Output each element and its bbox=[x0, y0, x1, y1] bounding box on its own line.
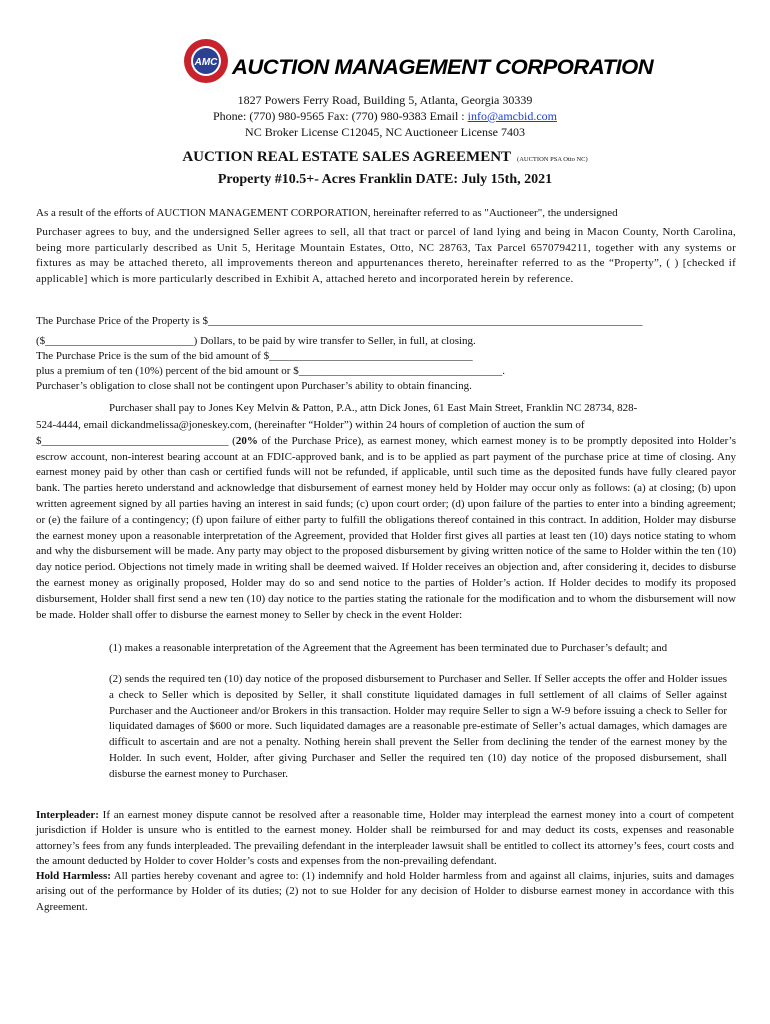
earnest-amount-blank: $__________________________________ ( bbox=[36, 434, 236, 447]
interpleader-label: Interpleader: bbox=[36, 809, 99, 821]
agreement-note: (AUCTION PSA Otto NC) bbox=[517, 156, 588, 163]
purchase-price-words-line: ($___________________________) Dollars, to be paid by wire transfer to Seller, in full, at closing. bbox=[36, 335, 476, 347]
property-line: Property #10.5+- Acres Franklin DATE: July 15th, 2021 bbox=[217, 172, 553, 187]
hold-harmless-text: All parties hereby covenant and agree to: (1) indemnify and hold Holder harmless from and against all claims, injuries, suits and damages arising out of the performance by Holder of its duties; (2) not to sue Holder for any decision of Holder to disburse earnest money in accordance with this Agreement. bbox=[36, 870, 735, 913]
bid-amount-line: The Purchase Price is the sum of the bid amount of $_____________________________________ bbox=[36, 350, 473, 362]
financing-contingency-line: Purchaser’s obligation to close shall not be contingent upon Purchaser’s ability to obtain financing. bbox=[36, 380, 472, 392]
earnest-money-paragraph bbox=[36, 418, 736, 623]
purchase-price-line: The Purchase Price of the Property is $_______________________________________________________________________________ bbox=[36, 315, 643, 327]
premium-line: plus a premium of ten (10%) percent of the bid amount or $_____________________________________. bbox=[36, 365, 505, 377]
disbursement-item-2: (2) sends the required ten (10) day notice of the proposed disbursement to Purchaser and Seller. If Seller accepts the offer and Holder issues a check to Seller which is deposited by Seller, it shall constitute liquidated damages in full settlement of all claims of Seller against Purchaser and the Auctioneer and/or Brokers in this transaction. Holder may require Seller to sign a W-9 before issuing a check to Seller for liquidated damages of $600 or more. Such liquidated damages are a reasonable pre-estimate of Seller’s actual damages, which damages are difficult to ascertain and are not a penalty. Nothing herein shall prevent the Seller from declining the tender of the earnest money by the Holder. In such event, Holder, after giving Purchaser and Seller the required ten (10) day notice of the proposed disbursement, shall disburse the earnest money to Purchaser. bbox=[109, 673, 727, 780]
company-name: AUCTION MANAGEMENT CORPORATION bbox=[232, 56, 654, 79]
interpleader-section bbox=[36, 808, 734, 915]
contact-line bbox=[0, 108, 770, 124]
earnest-phone-email: 524-4444, email dickandmelissa@joneskey.com bbox=[36, 419, 249, 431]
email-link[interactable]: info@amcbid.com bbox=[467, 109, 557, 123]
agreement-title-text: AUCTION REAL ESTATE SALES AGREEMENT bbox=[182, 149, 512, 165]
contact-prefix: Phone: (770) 980-9565 Fax: (770) 980-9383 Email : bbox=[212, 109, 468, 123]
earnest-money-first-line: Purchaser shall pay to Jones Key Melvin & Patton, P.A., attn Dick Jones, 61 East Main Street, Franklin NC 28734, 828- bbox=[109, 402, 638, 414]
interpleader-text: If an earnest money dispute cannot be resolved after a reasonable time, Holder may interplead the earnest money into a court of competent jurisdiction if Holder is unsure who is entitled to the earnest money. Holder shall be reimbursed for and may deduct its costs, expenses and reasonable attorney’s fees from any funds interpleaded. The prevailing defendant in the interpleader lawsuit shall be entitled to collect its attorney’s fees, court costs and the amount deducted by Holder to cover Holder’s costs and expenses from the non-prevailing defendant. bbox=[36, 809, 734, 867]
svg-text:AMC: AMC bbox=[194, 57, 218, 68]
intro-line: As a result of the efforts of AUCTION MANAGEMENT CORPORATION, hereinafter referred to as "Auctioneer", the undersigned bbox=[36, 207, 618, 219]
earnest-holder-text: , (hereinafter “Holder”) within 24 hours of completion of auction the sum of bbox=[248, 419, 585, 431]
company-seal-logo bbox=[183, 38, 229, 84]
agreement-title bbox=[0, 149, 770, 166]
earnest-terms-text: of the Purchase Price), as earnest money, which earnest money is to be promptly deposited into Holder’s escrow account, non-interest bearing account at an FDIC-approved bank, and is to be applied as part payment of the purchase price at time of closing. Any earnest money paid by other than cash or certified funds will not be refunded, if applicable, until such time as the deposited funds have fully cleared payor bank. The parties hereto understand and acknowledge that disbursement of earnest money held by Holder may occur only as follows: (a) at closing; (b) upon written agreement signed by all parties having an interest in said funds; (c) upon court order; (d) upon failure of the parties to enter into a binding agreement; or (e) the failure of a contingency; (f) upon failure of either party to fulfill the obligations thereof contained in this contract. In addition, Holder may disburse the earnest money upon a reasonable interpretation of the Agreement, provided that Holder first gives all parties at least ten (10) days notice stating to whom and why the disbursement will be made. Any party may object to the proposed disbursement by giving written notice of the same to Holder within the ten (10) day notice period. Objections not timely made in writing shall be deemed waived. If Holder receives an objection and, after considering it, decides to disburse the earnest money as originally proposed, Holder may do so and send notice to the parties of Holder’s action. If Holder decides to modify its proposed disbursement, Holder shall first send a new ten (10) day notice to the parties stating the rationale for the modification and to whom the disbursement will now be made. Holder shall offer to disburse the earnest money to Seller by check in the event Holder: bbox=[36, 434, 736, 621]
disbursement-item-1: (1) makes a reasonable interpretation of the Agreement that the Agreement has been terminated due to Purchaser’s default; and bbox=[109, 642, 668, 654]
license-line: NC Broker License C12045, NC Auctioneer License 7403 bbox=[245, 125, 525, 139]
earnest-percent: 20% bbox=[235, 434, 258, 447]
purchaser-paragraph: Purchaser agrees to buy, and the undersigned Seller agrees to sell, all that tract or parcel of land lying and being in Macon County, North Carolina, being more particularly described as Unit 5, Heritage Mountain Estates, Otto, NC 28763, Tax Parcel 6570794211, together with any systems or fixtures as may be attached thereto, all improvements thereon and appurtenances thereto, hereinafter referred to as the “Property”, ( ) [checked if applicable] which is more particularly described in Exhibit A, attached hereto and incorporated herein by reference. bbox=[36, 226, 736, 285]
hold-harmless-label: Hold Harmless: bbox=[36, 870, 111, 883]
company-address: 1827 Powers Ferry Road, Building 5, Atlanta, Georgia 30339 bbox=[237, 93, 533, 107]
